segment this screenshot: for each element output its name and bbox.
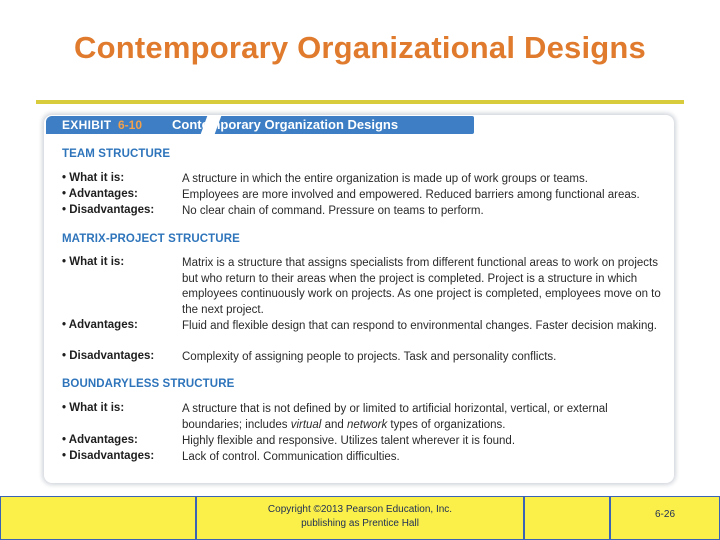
section-heading-team: TEAM STRUCTURE: [62, 148, 171, 160]
boundaryless-disadvantages-text: Lack of control. Communication difficulties.: [182, 451, 400, 463]
matrix-disadvantages-label: • Disadvantages:: [62, 350, 155, 362]
matrix-advantages-text: Fluid and flexible design that can respond to environmental changes. Faster decision making.: [182, 320, 657, 332]
boundaryless-what-text-part3: types of organizations.: [387, 418, 506, 431]
section-heading-boundaryless: BOUNDARYLESS STRUCTURE: [62, 378, 235, 390]
copyright-line-1: Copyright ©2013 Pearson Education, Inc.: [267, 504, 453, 515]
footer-gap-panel: [524, 496, 610, 540]
network-term: network: [346, 418, 388, 431]
matrix-disadvantages-text: Complexity of assigning people to projects. Task and personality conflicts.: [182, 351, 557, 363]
copyright-line-2: publishing as Prentice Hall: [301, 518, 419, 529]
matrix-what-text: Matrix is a structure that assigns specialists from different functional areas to work on projects but who return to their areas when the project is completed. Project is a structure in which employees continuously work on projects. As one project is completed, employees move on to the next project.: [182, 257, 661, 316]
exhibit-title: Contemporary Organization Designs: [172, 117, 399, 132]
exhibit-number: 6-10: [118, 118, 143, 132]
boundaryless-what-label: • What it is:: [62, 402, 125, 414]
boundaryless-what-text: [182, 402, 666, 433]
team-advantages-text: Employees are more involved and empowered. Reduced barriers among functional areas.: [182, 189, 640, 201]
page-number: 6-26: [654, 509, 675, 520]
team-advantages-label: • Advantages:: [62, 188, 138, 200]
matrix-what-label: • What it is:: [62, 256, 125, 268]
boundaryless-disadvantages-label: • Disadvantages:: [62, 450, 155, 462]
virtual-term: virtual: [290, 418, 322, 431]
team-disadvantages-text: No clear chain of command. Pressure on teams to perform.: [182, 205, 484, 217]
exhibit-label: EXHIBIT: [62, 118, 112, 132]
section-heading-matrix: MATRIX-PROJECT STRUCTURE: [62, 233, 240, 245]
team-what-text: A structure in which the entire organization is made up of work groups or teams.: [182, 173, 588, 185]
title-divider: [36, 100, 684, 104]
boundaryless-what-text-part1: A structure that is not defined by or limited to artificial horizontal, vertical, or external boundaries; includes: [182, 403, 608, 431]
matrix-advantages-label: • Advantages:: [62, 319, 138, 331]
boundaryless-advantages-label: • Advantages:: [62, 434, 138, 446]
footer-left-panel: [0, 496, 196, 540]
team-what-label: • What it is:: [62, 172, 125, 184]
footer-copyright: [196, 503, 524, 531]
boundaryless-advantages-text: Highly flexible and responsive. Utilizes talent wherever it is found.: [182, 435, 516, 447]
team-disadvantages-label: • Disadvantages:: [62, 204, 155, 216]
boundaryless-what-text-part2: and: [321, 418, 347, 431]
slide-title: Contemporary Organizational Designs: [74, 30, 646, 65]
